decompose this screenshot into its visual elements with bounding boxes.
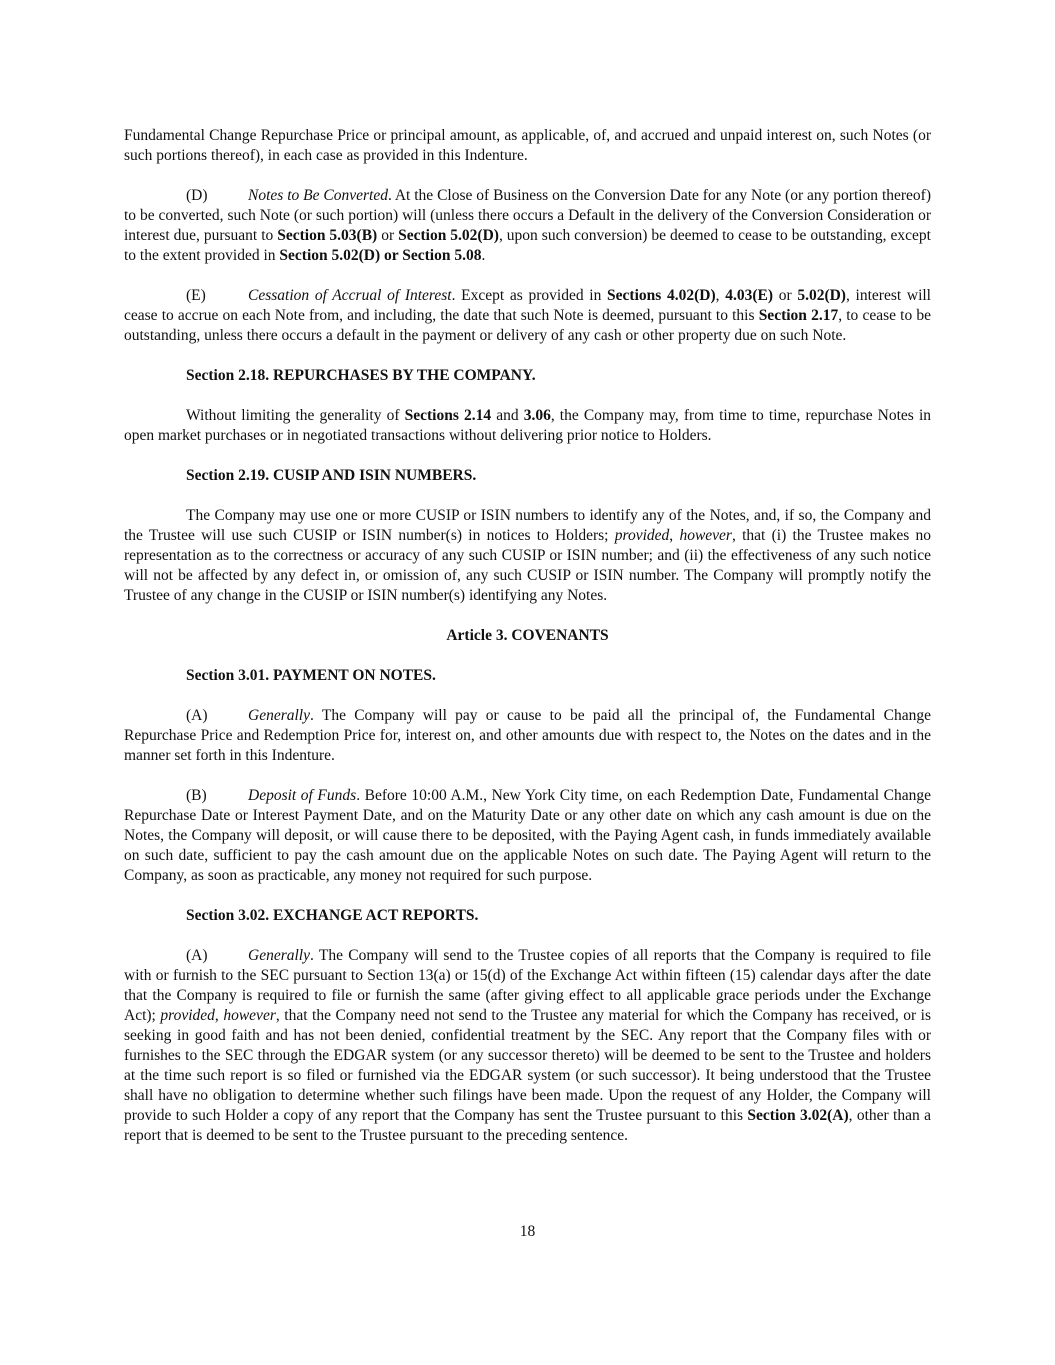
section-reference: Sections 4.02(D): [607, 287, 716, 304]
paragraph-e-cessation-of-accrual: (E) Cessation of Accrual of Interest. Except as provided in Sections 4.02(D), 4.03(E) or 5.02(D), interest will cease to accrue on each Note from, and including, the date that such Note is deemed, pursuant to this Section 2.17, to cease to be outstanding, unless there occurs a default in the payment or delivery of any cash or other property due on such Note.: [124, 287, 932, 344]
clause-label: (A): [186, 947, 208, 964]
section-3-02-heading: Section 3.02. EXCHANGE ACT REPORTS.: [186, 907, 479, 924]
section-3-02-paragraph-a: (A) Generally. The Company will send to the Trustee copies of all reports that the Company is required to file with or furnish to the SEC pursuant to Section 13(a) or 15(d) of the Exchange Act within fifteen (15) calendar days after the date that the Company is required to file or furnish the same (after giving effect to all applicable grace periods under the Exchange Act); provided, however, that the Company need not send to the Trustee any material for which the Company has received, or is seeking in good faith and has not been denied, confidential treatment by the SEC. Any report that the Company files with or furnishes to the SEC through the EDGAR system (or any successor thereto) will be deemed to be sent to the Trustee and holders at the time such report is so filed or furnished via the EDGAR system (or such successor). It being understood that the Trustee shall have no obligation to determine whether such filings have been made. Upon the request of any Holder, the Company will provide to such Holder a copy of any report that the Company has sent the Trustee pursuant to this Section 3.02(A), other than a report that is deemed to be sent to the Trustee pursuant to the preceding sentence.: [124, 947, 932, 1144]
section-2-19-paragraph: The Company may use one or more CUSIP or ISIN numbers to identify any of the Notes, and, if so, the Company and the Trustee will use such CUSIP or ISIN number(s) in notices to Holders; provided, however, that (i) the Trustee makes no representation as to the correctness or accuracy of any such CUSIP or ISIN number; and (ii) the effectiveness of any such notice will not be affected by any defect in, or omission of, any such CUSIP or ISIN number. The Company will promptly notify the Trustee of any change in the CUSIP or ISIN number(s) identifying any Notes.: [124, 507, 932, 604]
paragraph-continued: Fundamental Change Repurchase Price or principal amount, as applicable, of, and accrued and unpaid interest on, such Notes (or such portions thereof), in each case as provided in this Indenture.: [124, 127, 931, 164]
section-3-01-heading: Section 3.01. PAYMENT ON NOTES.: [186, 667, 436, 684]
section-3-01-paragraph-a: (A) Generally. The Company will pay or cause to be paid all the principal of, the Fundamental Change Repurchase Price and Redemption Price for, interest on, and other amounts due with respect to, the Notes on the dates and in the manner set forth in this Indenture.: [124, 707, 931, 764]
clause-label: (A): [186, 707, 208, 724]
section-2-18-heading: Section 2.18. REPURCHASES BY THE COMPANY.: [186, 367, 536, 384]
section-reference: 3.06: [523, 407, 551, 424]
section-reference: Section 5.02(D): [398, 227, 499, 244]
article-3-heading: Article 3. COVENANTS: [446, 627, 609, 644]
section-reference: 5.02(D): [797, 287, 846, 304]
section-reference: Section 2.17: [758, 307, 839, 324]
clause-title: Deposit of Funds: [248, 787, 357, 804]
section-3-01-paragraph-b: (B) Deposit of Funds. Before 10:00 A.M., New York City time, on each Redemption Date, Fundamental Change Repurchase Date or Interest Payment Date, and on the Maturity Date or any other date on which any cash amount is due on the Notes, the Company will deposit, or will cause there to be deposited, with the Paying Agent cash, in funds immediately available on such date, sufficient to pay the cash amount due on the applicable Notes on such date. The Paying Agent will return to the Company, as soon as practicable, any money not required for such purpose.: [124, 787, 931, 884]
paragraph-d-notes-to-be-converted: (D) Notes to Be Converted. At the Close of Business on the Conversion Date for any Note (or any portion thereof) to be converted, such Note (or such portion) will (unless there occurs a Default in the delivery of the Conversion Consideration or interest due, pursuant to Section 5.03(B) or Section 5.02(D), upon such conversion) be deemed to cease to be outstanding, except to the extent provided in Section 5.02(D) or Section 5.08.: [124, 187, 931, 264]
clause-title: Cessation of Accrual of Interest: [248, 287, 452, 304]
page-number: 18: [519, 1223, 536, 1240]
clause-label: (B): [186, 787, 207, 804]
clause-label: (E): [186, 287, 206, 304]
section-reference: 4.03(E): [725, 287, 774, 304]
section-2-18-paragraph: Without limiting the generality of Sections 2.14 and 3.06, the Company may, from time to time, repurchase Notes in open market purchases or in negotiated transactions without delivering prior notice to Holders.: [124, 407, 931, 444]
section-reference: Section 3.02(A): [747, 1107, 849, 1124]
clause-label: (D): [186, 187, 208, 204]
section-2-19-heading: Section 2.19. CUSIP AND ISIN NUMBERS.: [186, 467, 477, 484]
document-body: [124, 126, 931, 1166]
section-reference: Section 5.03(B): [277, 227, 378, 244]
clause-title: Generally: [248, 707, 310, 724]
section-reference: Sections 2.14: [404, 407, 492, 424]
clause-title: Generally: [248, 947, 310, 964]
section-reference: Section 5.02(D) or Section 5.08: [279, 247, 482, 264]
clause-title: Notes to Be Converted: [248, 187, 388, 204]
